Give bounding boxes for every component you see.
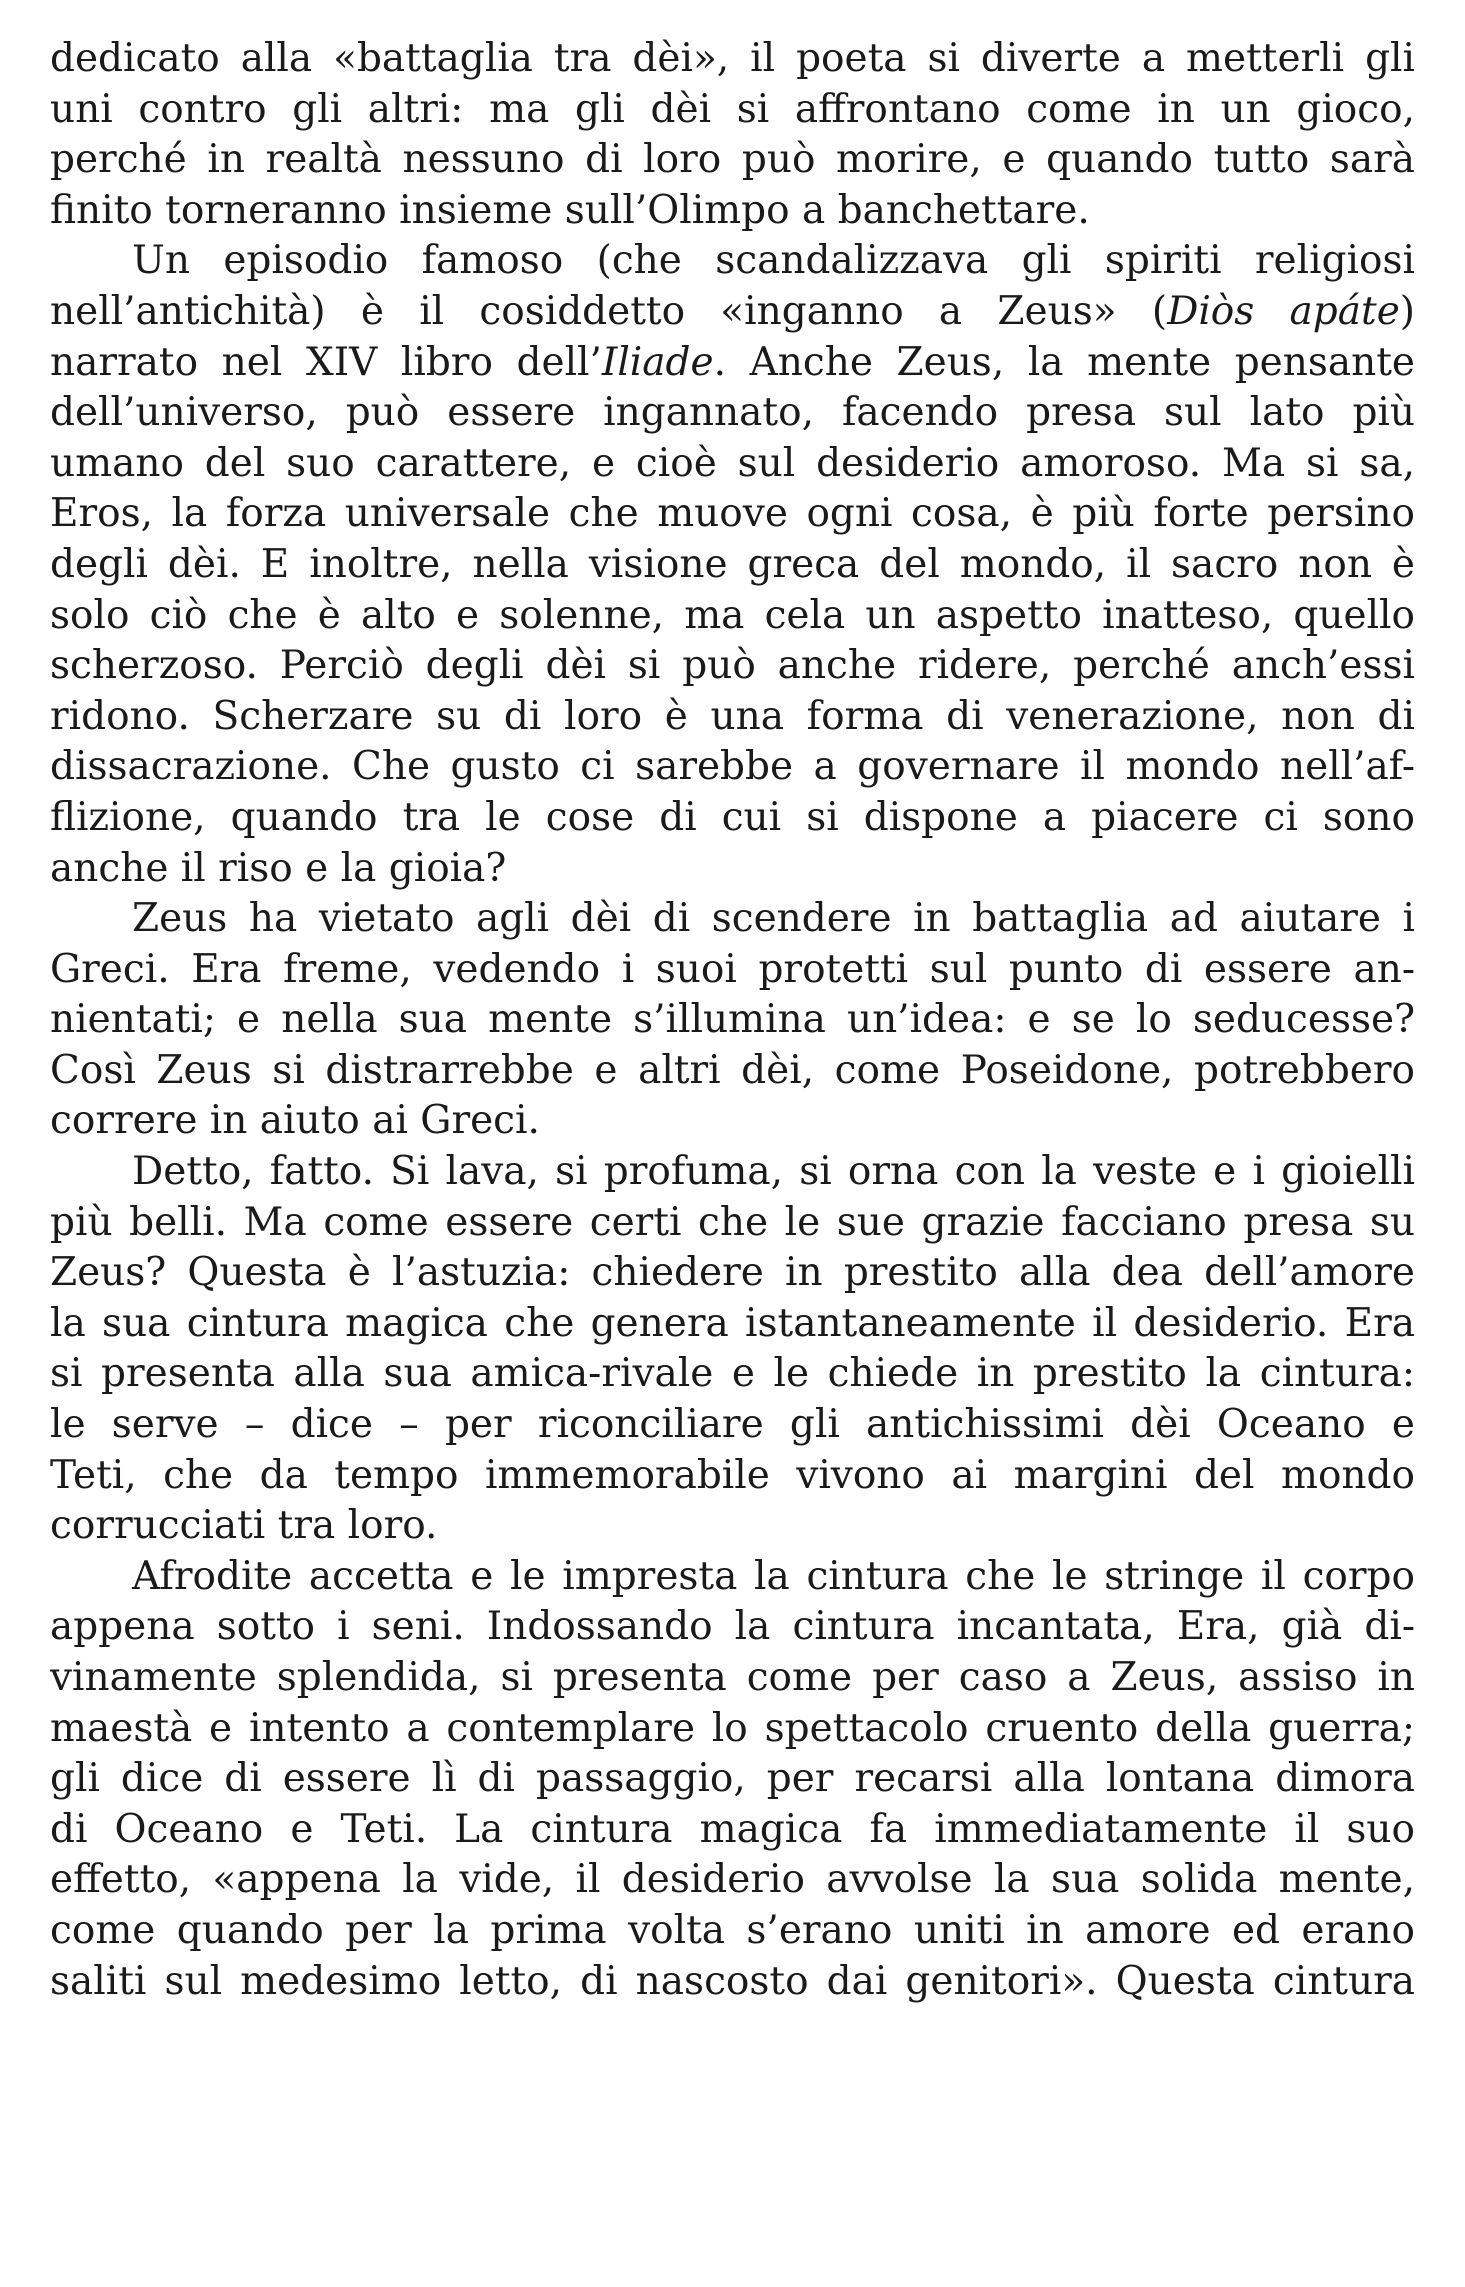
text-line: la sua cintura magica che genera istantaneamente il desiderio. Era <box>50 1300 1415 1346</box>
text-line: dissacrazione. Che gusto ci sarebbe a governare il mondo nell’af- <box>50 744 1415 790</box>
text-line: finito torneranno insieme sull’Olimpo a banchettare. <box>50 187 1090 233</box>
text-fragment: nell’antichità) è il cosiddetto «inganno a Zeus» ( <box>50 288 1168 334</box>
text-line: dedicato alla «battaglia tra dèi», il poeta si diverte a metterli gli <box>50 36 1415 81</box>
text-line: Zeus ha vietato agli dèi di scendere in battaglia ad aiutare i <box>132 896 1415 942</box>
text-fragment: narrato nel XIV libro dell’ <box>50 339 602 385</box>
paragraph-4 <box>50 1147 1415 1552</box>
italic-title-dios-apate: Diòs apáte <box>1167 288 1400 334</box>
text-line: umano del suo carattere, e cioè sul desiderio amoroso. Ma si sa, <box>50 440 1415 486</box>
text-line: gli dice di essere lì di passaggio, per recarsi alla lontana dimora <box>50 1756 1415 1802</box>
text-fragment: . Anche Zeus, la mente pensante <box>713 339 1415 385</box>
text-line: di Oceano e Teti. La cintura magica fa immediatamente il suo <box>50 1806 1415 1852</box>
text-line: dell’universo, può essere ingannato, facendo presa sul lato più <box>50 390 1415 436</box>
paragraph-1 <box>50 34 1415 236</box>
text-line: uni contro gli altri: ma gli dèi si affrontano come in un gioco, <box>50 86 1415 132</box>
paragraph-3 <box>50 894 1415 1147</box>
text-line: più belli. Ma come essere certi che le sue grazie facciano presa su <box>50 1199 1415 1245</box>
text-line: degli dèi. E inoltre, nella visione greca del mondo, il sacro non è <box>50 541 1415 587</box>
paragraph-2 <box>50 236 1415 894</box>
text-line: si presenta alla sua amica-rivale e le chiede in prestito la cintura: <box>50 1351 1415 1397</box>
text-line: perché in realtà nessuno di loro può morire, e quando tutto sarà <box>50 137 1415 183</box>
text-line: maestà e intento a contemplare lo spettacolo cruento della guerra; <box>50 1705 1415 1751</box>
text-line <box>50 287 1415 338</box>
text-line: Afrodite accetta e le impresta la cintura che le stringe il corpo <box>132 1553 1415 1599</box>
text-line: anche il riso e la gioia? <box>50 845 507 891</box>
text-line: nientati; e nella sua mente s’illumina un’idea: e se lo seducesse? <box>50 997 1415 1043</box>
text-line: Zeus? Questa è l’astuzia: chiedere in prestito alla dea dell’amore <box>50 1250 1415 1296</box>
text-line: effetto, «appena la vide, il desiderio avvolse la sua solida mente, <box>50 1857 1415 1903</box>
text-line: Detto, fatto. Si lava, si profuma, si orna con la veste e i gioielli <box>132 1149 1415 1195</box>
text-line: scherzoso. Perciò degli dèi si può anche ridere, perché anch’essi <box>50 643 1415 689</box>
text-fragment: ) <box>1399 288 1415 334</box>
text-line: ridono. Scherzare su di loro è una forma di venerazione, non di <box>50 693 1415 739</box>
text-line: saliti sul medesimo letto, di nascosto dai genitori». Questa cintura <box>50 1958 1415 2004</box>
text-line: corrucciati tra loro. <box>50 1503 438 1549</box>
text-line: Eros, la forza universale che muove ogni cosa, è più forte persino <box>50 491 1415 537</box>
text-line: le serve – dice – per riconciliare gli antichissimi dèi Oceano e <box>50 1402 1415 1448</box>
text-line: correre in aiuto ai Greci. <box>50 1098 540 1144</box>
text-line: Un episodio famoso (che scandalizzava gli spiriti religiosi <box>132 238 1415 284</box>
text-line: Così Zeus si distrarrebbe e altri dèi, come Poseidone, potrebbero <box>50 1047 1415 1093</box>
paragraph-5 <box>50 1552 1415 2007</box>
text-line: solo ciò che è alto e solenne, ma cela un aspetto inatteso, quello <box>50 592 1415 638</box>
text-line: Teti, che da tempo immemorabile vivono ai margini del mondo <box>50 1452 1415 1498</box>
page-text <box>50 34 1415 2007</box>
text-line <box>50 338 1415 389</box>
italic-title-iliade: Iliade <box>601 339 714 385</box>
text-line: come quando per la prima volta s’erano uniti in amore ed erano <box>50 1907 1415 1953</box>
text-line: vinamente splendida, si presenta come per caso a Zeus, assiso in <box>50 1655 1415 1700</box>
text-line: Greci. Era freme, vedendo i suoi protetti sul punto di essere an- <box>50 946 1415 992</box>
text-line: appena sotto i seni. Indossando la cintura incantata, Era, già di- <box>50 1604 1415 1650</box>
text-line: flizione, quando tra le cose di cui si dispone a piacere ci sono <box>50 794 1415 840</box>
